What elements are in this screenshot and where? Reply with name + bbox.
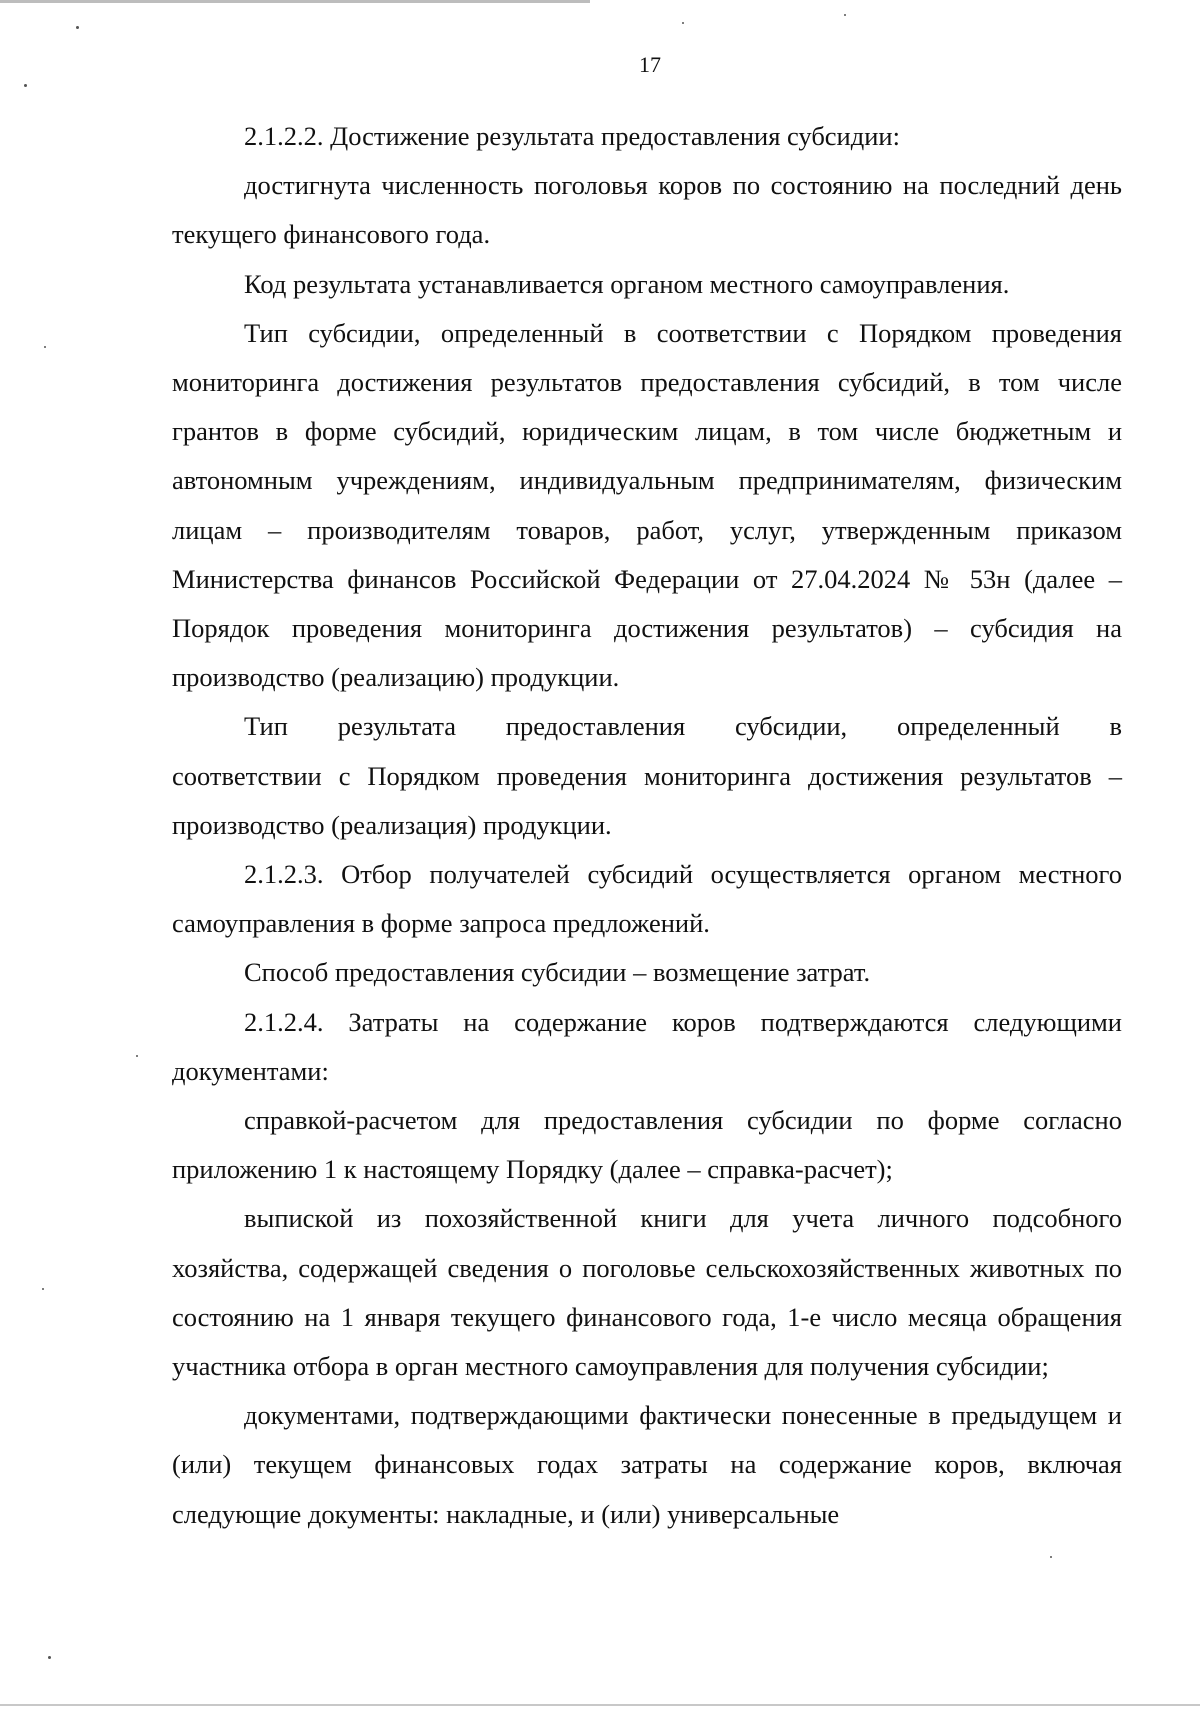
scan-speck — [76, 26, 79, 29]
list-paragraph: документами, подтверждающими фактически понесенные в предыдущем и (или) текущем финансовых годах затраты на содержание коров, включая следующие документы: накладные, и (или) универсальные — [172, 1400, 1122, 1529]
scan-speck — [42, 1288, 44, 1290]
list-paragraph: выпиской из похозяйственной книги для учета личного подсобного хозяйства, содержащей сведения о поголовье сельскохозяйственных животных по состоянию на 1 января текущего финансового года, 1-е число месяца обращения участника отбора в орган местного самоуправления для получения субсидии; — [172, 1203, 1122, 1382]
paragraph: соответствии с Порядком проведения мониторинга достижения результатов – производство (реализация) продукции. — [172, 760, 1122, 840]
section-paragraph-2-1-2-4: 2.1.2.4. Затраты на содержание коров подтверждаются следующими документами: — [172, 1006, 1122, 1086]
paragraph: Тип результата предоставления субсидии, определенный в — [244, 711, 1122, 742]
scan-speck — [1050, 1556, 1052, 1558]
paragraph: Способ предоставления субсидии – возмещение затрат. — [244, 957, 871, 988]
scan-speck — [844, 14, 846, 16]
scan-bottom-edge — [0, 1704, 1200, 1706]
section-heading-2-1-2-2: 2.1.2.2. Достижение результата предоставления субсидии: — [244, 121, 900, 151]
scan-speck — [44, 346, 46, 348]
scan-speck — [136, 1055, 138, 1057]
paragraph: Тип субсидии, определенный в соответствии с Порядком проведения мониторинга достижения результатов предоставления субсидий, в том числе грантов в форме субсидий, юридическим лицам, в том числе бюджетным и автономным учреждениям, индивидуальным предпринимателям, физическим лицам – производителям товаров, работ, услуг, утвержденным приказом Министерства финансов Российской Федерации от 27.04.2024 № 53н (далее – Порядок проведения мониторинга достижения результатов) – субсидия на производство (реализацию) продукции. — [172, 317, 1122, 693]
scan-speck — [48, 1656, 51, 1659]
paragraph: Код результата устанавливается органом местного самоуправления. — [244, 268, 1010, 299]
list-paragraph: справкой-расчетом для предоставления субсидии по форме согласно приложению 1 к настоящему Порядку (далее – справка-расчет); — [172, 1105, 1122, 1185]
paragraph: достигнута численность поголовья коров по состоянию на последний день текущего финансового года. — [172, 170, 1122, 250]
scan-speck — [682, 22, 684, 24]
scan-speck — [24, 84, 27, 87]
page-number: 17 — [639, 52, 661, 77]
scan-top-edge — [0, 0, 590, 3]
document-body — [172, 112, 1122, 1539]
section-paragraph-2-1-2-3: 2.1.2.3. Отбор получателей субсидий осуществляется органом местного самоуправления в форме запроса предложений. — [172, 859, 1122, 939]
